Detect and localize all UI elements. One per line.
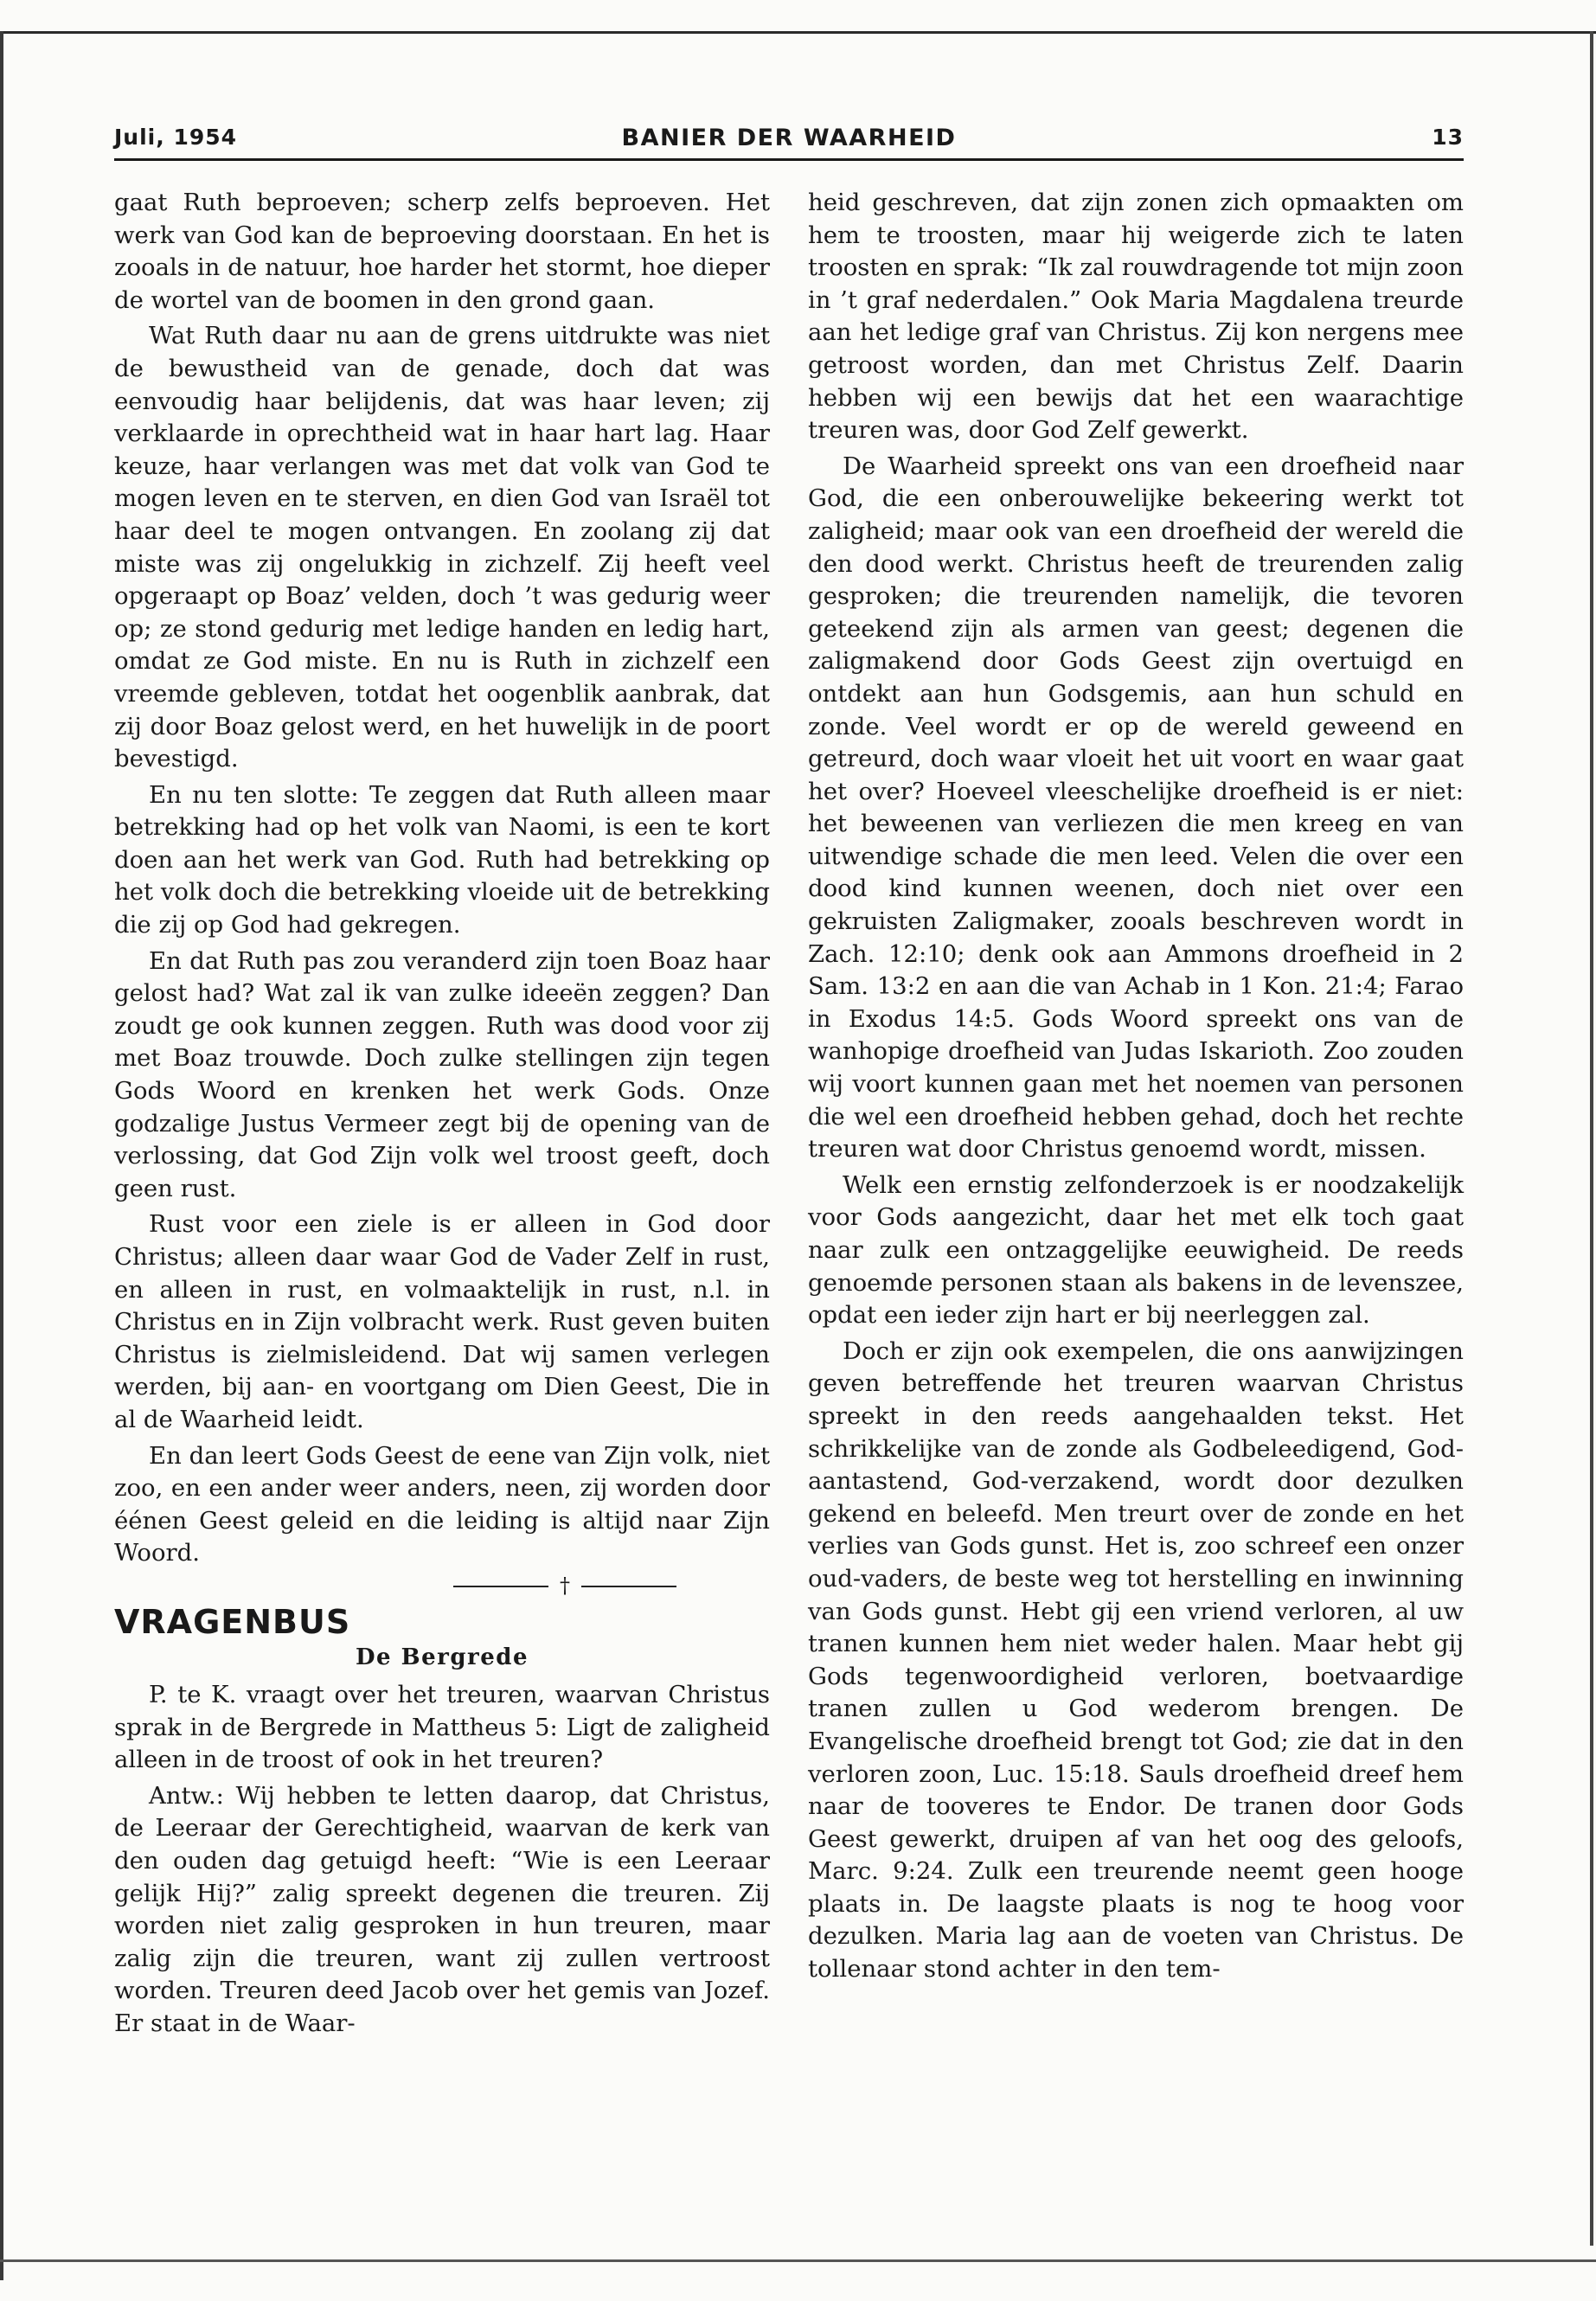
page-edge-top [0,31,1596,34]
answer-paragraph: Antw.: Wij hebben te letten daarop, dat Christus, de Leeraar der Gerechtigheid, waarvan de kerk van den ouden dag getuigd heeft: “Wie is een Leeraar gelijk Hij?” zalig spreekt degenen die treuren. Zij worden niet zalig gesproken in hun treuren, maar zalig zijn die treuren, want zij zullen vertroost worden. Treuren deed Jacob over het gemis van Jozef. Er staat in de Waar- [114,1781,770,2037]
header-rule [114,158,1464,161]
right-paragraph-1: heid geschreven, dat zijn zonen zich opmaakten om hem te troosten, maar hij weigerde zich te laten troosten en sprak: “Ik zal rouwdragende tot mijn zoon in ’t graf nederdalen.” Ook Maria Magdalena treurde aan het ledige graf van Christus. Zij kon nergens mee getroost worden, dan met Christus Zelf. Daarin hebben wij een bewijs dat het een waarachtige treuren was, door God Zelf gewerkt. [808,189,1464,445]
left-column [114,187,770,2040]
right-paragraph-4: Doch er zijn ook exempelen, die ons aanwijzingen geven betreffende het treuren waarvan Christus spreekt in den reeds aangehaalden tekst. Het schrikkelijke van de zonde als Godbeleedigend, God-aantastend, God-verzakend, wordt door dezulken gekend en beleefd. Men treurt over de zonde en het verlies van Gods gunst. Het is, zoo schreef een onzer oud-vaders, de beste weg tot herstelling en inwinning van Gods gunst. Hebt gij een vriend verloren, al uw tranen kunnen hem niet weder halen. Maar hebt gij Gods tegenwoordigheid verloren, boetvaardige tranen zullen u God wederom brengen. De Evangelische droefheid brengt tot God; zie dat in den verloren zoon, Luc. 15:18. Sauls droefheid dreef hem naar de tooveres te Endor. De tranen door Gods Geest gewerkt, druipen af van het oog des geloofs, Marc. 9:24. Zulk een treurende neemt geen hooge plaats in. De laagste plaats is nog te hoog voor dezulken. Maria lag aan de voeten van Christus. De tollenaar stond achter in den tem- [808,1336,1464,1984]
cross-icon: † [560,1573,570,1598]
section-subtitle: De Bergrede [356,1644,529,1670]
left-paragraph-5: Rust voor een ziele is er alleen in God door Christus; alleen daar waar God de Vader Zelf in rust, en alleen in rust, en volmaaktelijk in rust, n.l. in Christus en in Zijn volbracht werk. Rust geven buiten Christus is zielmisleidend. Dat wij samen verlegen werden, bij aan- en voortgang om Dien Geest, Die in al de Waarheid leidt. [114,1210,770,1433]
separator-line-right [581,1586,676,1587]
right-paragraph-3: Welk een ernstig zelfonderzoek is er noodzakelijk voor Gods aangezicht, daar het met elk toch gaat naar zulk een ontzaggelijke eeuwigheid. De reeds genoemde personen staan als bakens in de levenszee, opdat een ieder zijn hart er bij neerleggen zal. [808,1170,1464,1330]
page-edge-right [1590,31,1593,2246]
header-date: Juli, 1954 [114,125,238,150]
page-edge-left [0,31,3,2280]
section-separator [114,1570,770,1599]
right-column [808,187,1464,1986]
left-paragraph-6: En dan leert Gods Geest de eene van Zijn volk, niet zoo, en een ander weer anders, neen, zij worden door éénen Geest geleid en die leiding is altijd naar Zijn Woord. [114,1441,770,1567]
left-paragraph-4: En dat Ruth pas zou veranderd zijn toen Boaz haar gelost had? Wat zal ik van zulke ideeën zeggen? Dan zoudt ge ook kunnen zeggen. Ruth was dood voor zij met Boaz trouwde. Doch zulke stellingen zijn tegen Gods Woord en krenken het werk Gods. Onze godzalige Justus Vermeer zegt bij de opening van de verlossing, dat God Zijn volk wel troost geeft, doch geen rust. [114,946,770,1202]
running-header [114,118,1464,161]
page-edge-bottom [0,2259,1596,2262]
question-paragraph: P. te K. vraagt over het treuren, waarvan Christus sprak in de Bergrede in Mattheus 5: Ligt de zaligheid alleen in de troost of ook in het treuren? [114,1680,770,1774]
separator-line-left [453,1586,548,1587]
left-paragraph-2: Wat Ruth daar nu aan de grens uitdrukte was niet de bewustheid van de genade, doch dat was eenvoudig haar belijdenis, dat was haar leven; zij verklaarde in oprechtheid wat in haar hart lag. Haar keuze, haar verlangen was met dat volk van God te mogen leven en te sterven, en dien God van Israël tot haar deel te mogen ontvangen. En zoolang zij dat miste was zij ongelukkig in zichzelf. Zij heeft veel opgeraapt op Boaz’ velden, doch ’t was gedurig weer op; ze stond gedurig met ledige handen en ledig hart, omdat ze God miste. En nu is Ruth in zichzelf een vreemde gebleven, totdat het oogenblik aanbrak, dat zij door Boaz gelost werd, en het huwelijk in de poort bevestigd. [114,322,770,773]
header-title: BANIER DER WAARHEID [621,125,957,151]
left-paragraph-3: En nu ten slotte: Te zeggen dat Ruth alleen maar betrekking had op het volk van Naomi, is een te kort doen aan het werk van God. Ruth had betrekking op het volk doch die betrekking vloeide uit de betrekking die zij op God had gekregen. [114,780,770,939]
header-page-number: 13 [1432,125,1464,150]
section-title: VRAGENBUS [114,1602,351,1641]
right-paragraph-2: De Waarheid spreekt ons van een droefheid naar God, die een onberouwelijke bekeering werkt tot zaligheid; maar ook van een droefheid der wereld die den dood werkt. Christus heeft de treurenden zalig gesproken; die treurenden namelijk, die tevoren geteekend zijn als armen van geest; degenen die zaligmakend door Gods Geest zijn overtuigd en ontdekt aan hun Godsgemis, aan hun schuld en zonde. Veel wordt er op de wereld geweend en getreurd, doch waar vloeit het uit voort en waar gaat het over? Hoeveel vleeschelijke droefheid is er niet: het beweenen van verliezen die men kreeg en van uitwendige schade die men leed. Velen die over een dood kind kunnen weenen, doch niet over een gekruisten Zaligmaker, zooals beschreven wordt in Zach. 12:10; denk ook aan Ammons droefheid in 2 Sam. 13:2 en aan die van Achab in 1 Kon. 21:4; Farao in Exodus 14:5. Gods Woord spreekt ons van de wanhopige droefheid van Judas Iskarioth. Zoo zouden wij voort kunnen gaan met het noemen van personen die wel een droefheid hebben gehad, doch het rechte treuren wat door Christus genoemd wordt, missen. [808,452,1464,1163]
left-paragraph-1: gaat Ruth beproeven; scherp zelfs beproeven. Het werk van God kan de beproeving doorstaan. En het is zooals in de natuur, hoe harder het stormt, hoe dieper de wortel van de boomen in den grond gaan. [114,189,770,314]
